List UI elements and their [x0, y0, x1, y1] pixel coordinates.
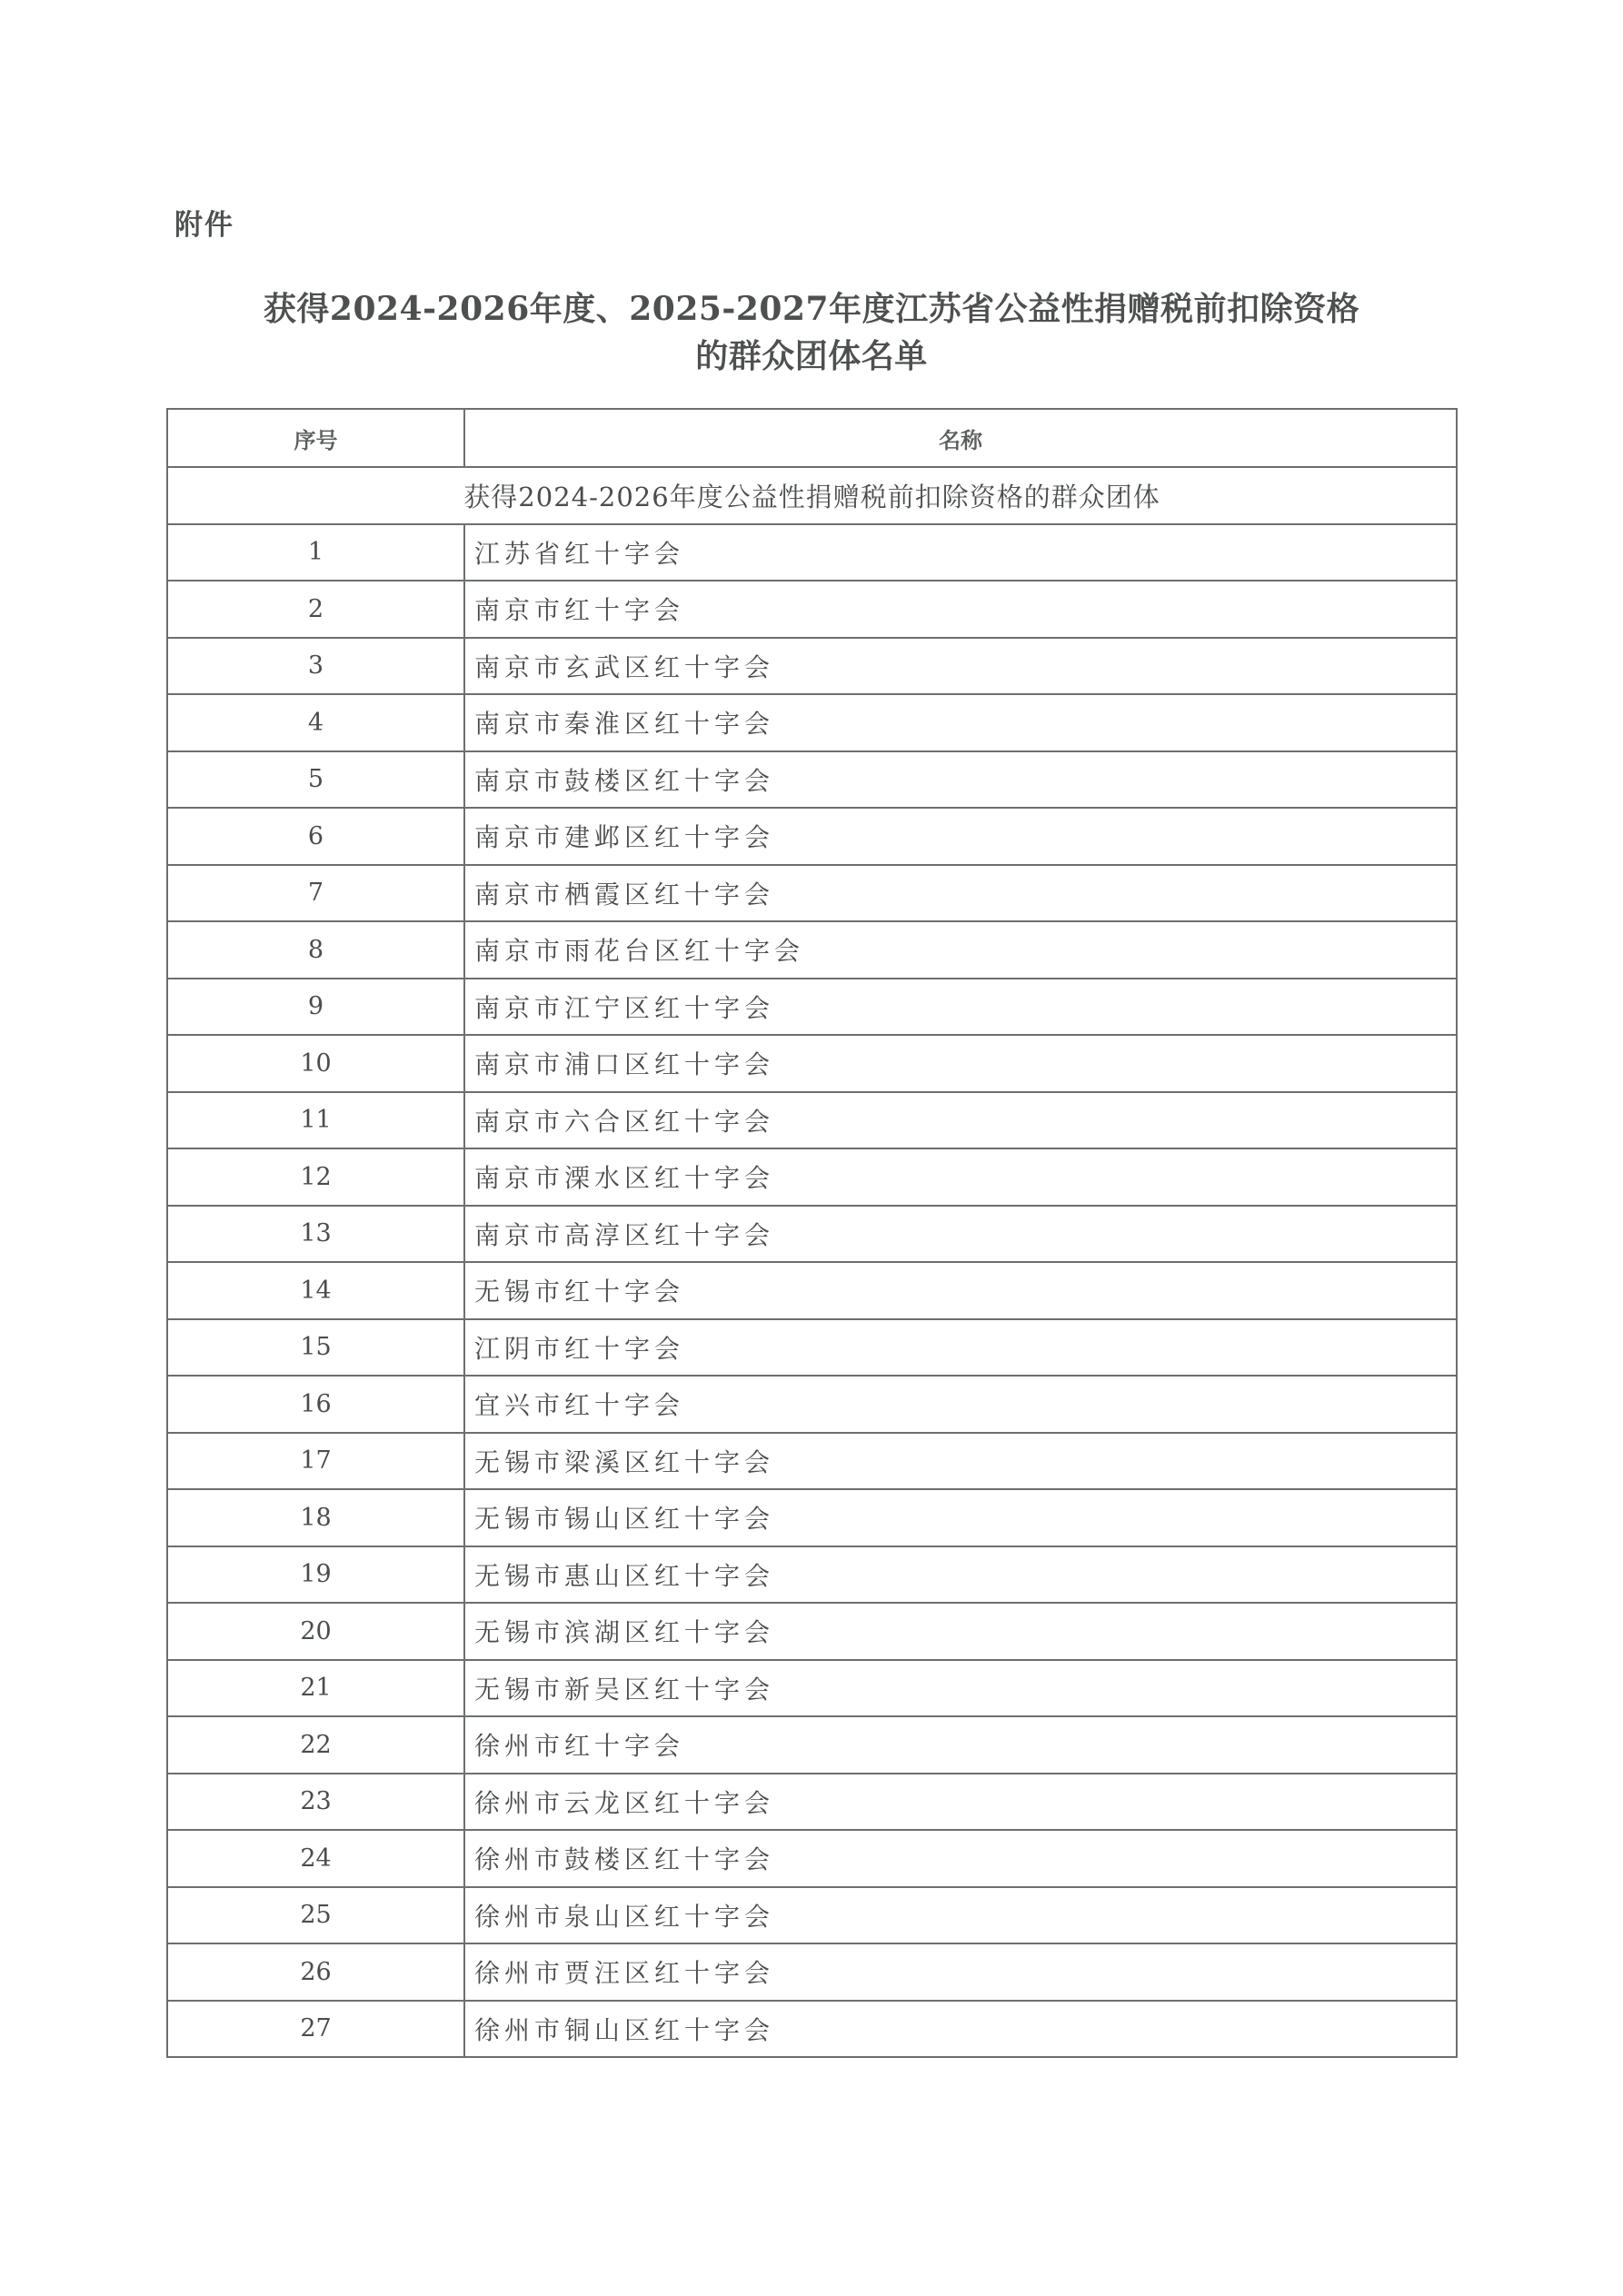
- table-row: [167, 1035, 1457, 1092]
- row-serial-number: 16: [167, 1376, 464, 1433]
- row-organization-name: 南京市建邺区红十字会: [464, 808, 1457, 865]
- table-row: [167, 638, 1457, 695]
- row-organization-name: 徐州市铜山区红十字会: [464, 2001, 1457, 2058]
- table-row: [167, 979, 1457, 1036]
- row-organization-name: 南京市玄武区红十字会: [464, 638, 1457, 695]
- row-organization-name: 南京市秦淮区红十字会: [464, 694, 1457, 751]
- row-serial-number: 5: [167, 751, 464, 809]
- row-serial-number: 18: [167, 1489, 464, 1546]
- table-row: [167, 524, 1457, 581]
- section-title: 获得2024-2026年度公益性捐赠税前扣除资格的群众团体: [167, 467, 1457, 524]
- row-organization-name: 无锡市惠山区红十字会: [464, 1546, 1457, 1604]
- table-row: [167, 1262, 1457, 1319]
- row-serial-number: 10: [167, 1035, 464, 1092]
- row-serial-number: 7: [167, 865, 464, 922]
- header-name: 名称: [464, 409, 1457, 467]
- row-serial-number: 26: [167, 1943, 464, 2001]
- page-title-line-1: 获得2024-2026年度、2025-2027年度江苏省公益性捐赠税前扣除资格: [263, 290, 1360, 328]
- row-organization-name: 江阴市红十字会: [464, 1319, 1457, 1377]
- attachment-label: 附件: [174, 209, 234, 242]
- row-organization-name: 宜兴市红十字会: [464, 1376, 1457, 1433]
- row-organization-name: 南京市雨花台区红十字会: [464, 921, 1457, 979]
- row-serial-number: 2: [167, 581, 464, 638]
- row-serial-number: 27: [167, 2001, 464, 2058]
- table-row: [167, 694, 1457, 751]
- row-serial-number: 13: [167, 1206, 464, 1263]
- row-serial-number: 1: [167, 524, 464, 581]
- row-serial-number: 15: [167, 1319, 464, 1377]
- row-serial-number: 23: [167, 1774, 464, 1831]
- row-serial-number: 24: [167, 1830, 464, 1887]
- table-row: [167, 1489, 1457, 1546]
- row-organization-name: 南京市溧水区红十字会: [464, 1148, 1457, 1206]
- row-organization-name: 无锡市梁溪区红十字会: [464, 1433, 1457, 1490]
- row-serial-number: 6: [167, 808, 464, 865]
- row-organization-name: 徐州市泉山区红十字会: [464, 1887, 1457, 1944]
- row-serial-number: 21: [167, 1660, 464, 1717]
- row-serial-number: 12: [167, 1148, 464, 1206]
- table-row: [167, 1716, 1457, 1774]
- row-serial-number: 4: [167, 694, 464, 751]
- row-serial-number: 22: [167, 1716, 464, 1774]
- table-row: [167, 2001, 1457, 2058]
- row-organization-name: 南京市高淳区红十字会: [464, 1206, 1457, 1263]
- table-row: [167, 1148, 1457, 1206]
- row-serial-number: 14: [167, 1262, 464, 1319]
- row-organization-name: 南京市江宁区红十字会: [464, 979, 1457, 1036]
- table-row: [167, 1433, 1457, 1490]
- table-row: [167, 1943, 1457, 2001]
- table-row: [167, 581, 1457, 638]
- row-organization-name: 无锡市红十字会: [464, 1262, 1457, 1319]
- section-title-row: [167, 467, 1457, 524]
- table-row: [167, 1319, 1457, 1377]
- row-organization-name: 徐州市贾汪区红十字会: [464, 1943, 1457, 2001]
- row-serial-number: 11: [167, 1092, 464, 1149]
- table-row: [167, 921, 1457, 979]
- table-row: [167, 865, 1457, 922]
- table-row: [167, 1092, 1457, 1149]
- row-organization-name: 江苏省红十字会: [464, 524, 1457, 581]
- row-serial-number: 3: [167, 638, 464, 695]
- row-organization-name: 无锡市滨湖区红十字会: [464, 1603, 1457, 1660]
- header-serial-number: 序号: [167, 409, 464, 467]
- table-row: [167, 1376, 1457, 1433]
- row-organization-name: 南京市六合区红十字会: [464, 1092, 1457, 1149]
- row-organization-name: 南京市浦口区红十字会: [464, 1035, 1457, 1092]
- table-row: [167, 1660, 1457, 1717]
- row-organization-name: 无锡市锡山区红十字会: [464, 1489, 1457, 1546]
- row-organization-name: 南京市栖霞区红十字会: [464, 865, 1457, 922]
- row-serial-number: 19: [167, 1546, 464, 1604]
- row-organization-name: 徐州市鼓楼区红十字会: [464, 1830, 1457, 1887]
- row-serial-number: 17: [167, 1433, 464, 1490]
- row-organization-name: 徐州市红十字会: [464, 1716, 1457, 1774]
- row-serial-number: 9: [167, 979, 464, 1036]
- page-title-line-2: 的群众团体名单: [695, 337, 928, 375]
- table-row: [167, 1887, 1457, 1944]
- row-organization-name: 徐州市云龙区红十字会: [464, 1774, 1457, 1831]
- row-organization-name: 无锡市新吴区红十字会: [464, 1660, 1457, 1717]
- table-row: [167, 751, 1457, 809]
- table-row: [167, 1603, 1457, 1660]
- table-row: [167, 808, 1457, 865]
- table-header-row: [167, 409, 1457, 467]
- organization-list-table: [166, 408, 1458, 2058]
- row-organization-name: 南京市鼓楼区红十字会: [464, 751, 1457, 809]
- row-serial-number: 20: [167, 1603, 464, 1660]
- table-row: [167, 1830, 1457, 1887]
- table-row: [167, 1206, 1457, 1263]
- row-serial-number: 25: [167, 1887, 464, 1944]
- row-serial-number: 8: [167, 921, 464, 979]
- table-row: [167, 1774, 1457, 1831]
- table-row: [167, 1546, 1457, 1604]
- row-organization-name: 南京市红十字会: [464, 581, 1457, 638]
